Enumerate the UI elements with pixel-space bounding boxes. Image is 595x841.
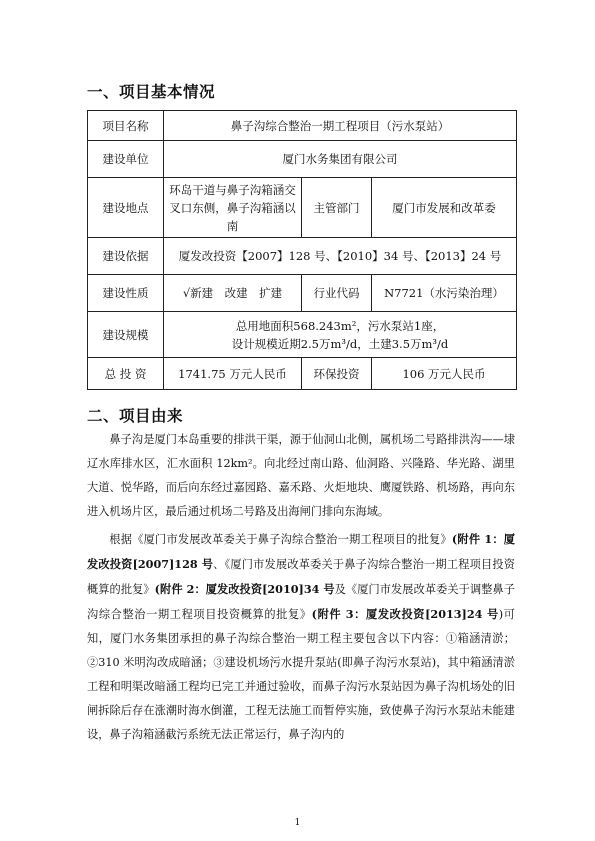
paragraph-basis <box>87 527 515 747</box>
page-number: 1 <box>294 818 301 828</box>
paragraph-background: 鼻子沟是厦门本岛重要的排洪干渠，源于仙洞山北侧，属机场二号路排洪沟——埭辽水库排水区，汇水面积 12km²。向北经过南山路、仙洞路、兴隆路、华光路、湖里大道、悦华路，而后向东经过嘉园路、嘉禾路、火炬地块、鹰厦铁路、机场路，再向东进入机场片区，最后通过机场二号路及出海闸门排向东海域。 <box>87 433 515 518</box>
attachment-ref-2: (附件 2：厦发改投资[2010]34 号 <box>154 582 335 596</box>
table-row <box>88 111 517 141</box>
para2-text-2: 、《厦门市发展改革委关于鼻子沟综合整治一期工程项目投资概算的批复》 <box>87 558 515 596</box>
table-label: 建设依据 <box>88 238 164 275</box>
table-row <box>88 312 517 358</box>
project-info-table <box>87 110 517 390</box>
table-label: 项目名称 <box>88 111 164 141</box>
para2-text-3: 及《厦门市发展改革委关于调整鼻子沟综合整治一期工程项目投资概算的批复》 <box>87 583 515 621</box>
table-row <box>88 358 517 390</box>
scale-line-2: 设计规模近期2.5万m³/d，土建3.5万m³/d <box>231 336 449 351</box>
table-value: 厦发改投资【2007】128 号、【2010】34 号、【2013】24 号 <box>164 238 517 275</box>
table-value: 环岛干道与鼻子沟箱涵交叉口东侧，鼻子沟箱涵以南 <box>164 178 302 238</box>
table-value: N7721（水污染治理） <box>372 275 517 312</box>
table-label: 建设地点 <box>88 178 164 238</box>
table-row <box>88 275 517 312</box>
para2-text-4: )可知，厦门水务集团承担的鼻子沟综合整治一期工程主要包含以下内容：①箱涵清淤；②310 米明沟改成暗涵；③建设机场污水提升泵站(即鼻子沟污水泵站)，其中箱涵清淤工程和明渠改暗涵工程均已完工并通过验收，而鼻子沟污水泵站因为鼻子沟机场处的旧闸拆除后存在涨潮时海水倒灌，工程无法施工而暂停实施，致使鼻子沟污水泵站未能建设，鼻子沟箱涵截污系统无法正常运行，鼻子沟内的 <box>87 608 515 741</box>
table-label: 行业代码 <box>302 275 372 312</box>
table-row <box>88 238 517 275</box>
table-value: 106 万元人民币 <box>372 358 517 390</box>
table-value: 厦门市发展和改革委 <box>372 178 517 238</box>
para2-text-1: 根据《厦门市发展改革委关于鼻子沟综合整治一期工程项目的批复》 <box>109 533 452 546</box>
table-label: 总 投 资 <box>88 358 164 390</box>
table-value: 厦门水务集团有限公司 <box>164 141 517 178</box>
table-value <box>164 312 517 358</box>
table-label: 建设单位 <box>88 141 164 178</box>
table-value: 1741.75 万元人民币 <box>164 358 302 390</box>
table-label: 环保投资 <box>302 358 372 390</box>
table-value: √新建 改建 扩建 <box>164 275 302 312</box>
section-title-basic-info: 一、项目基本情况 <box>87 83 216 101</box>
table-label: 主管部门 <box>302 178 372 238</box>
attachment-ref-1: (附件 1：厦发改投资[2007]128 号 <box>87 532 515 571</box>
section-title-background: 二、项目由来 <box>87 407 184 425</box>
table-label: 建设性质 <box>88 275 164 312</box>
table-value: 鼻子沟综合整治一期工程项目（污水泵站） <box>164 111 517 141</box>
scale-line-1: 总用地面积568.243m²，污水泵站1座， <box>235 318 445 333</box>
table-label: 建设规模 <box>88 312 164 358</box>
attachment-ref-3: (附件 3：厦发改投资[2013]24 号 <box>311 607 499 621</box>
table-row <box>88 141 517 178</box>
table-row <box>88 178 517 238</box>
